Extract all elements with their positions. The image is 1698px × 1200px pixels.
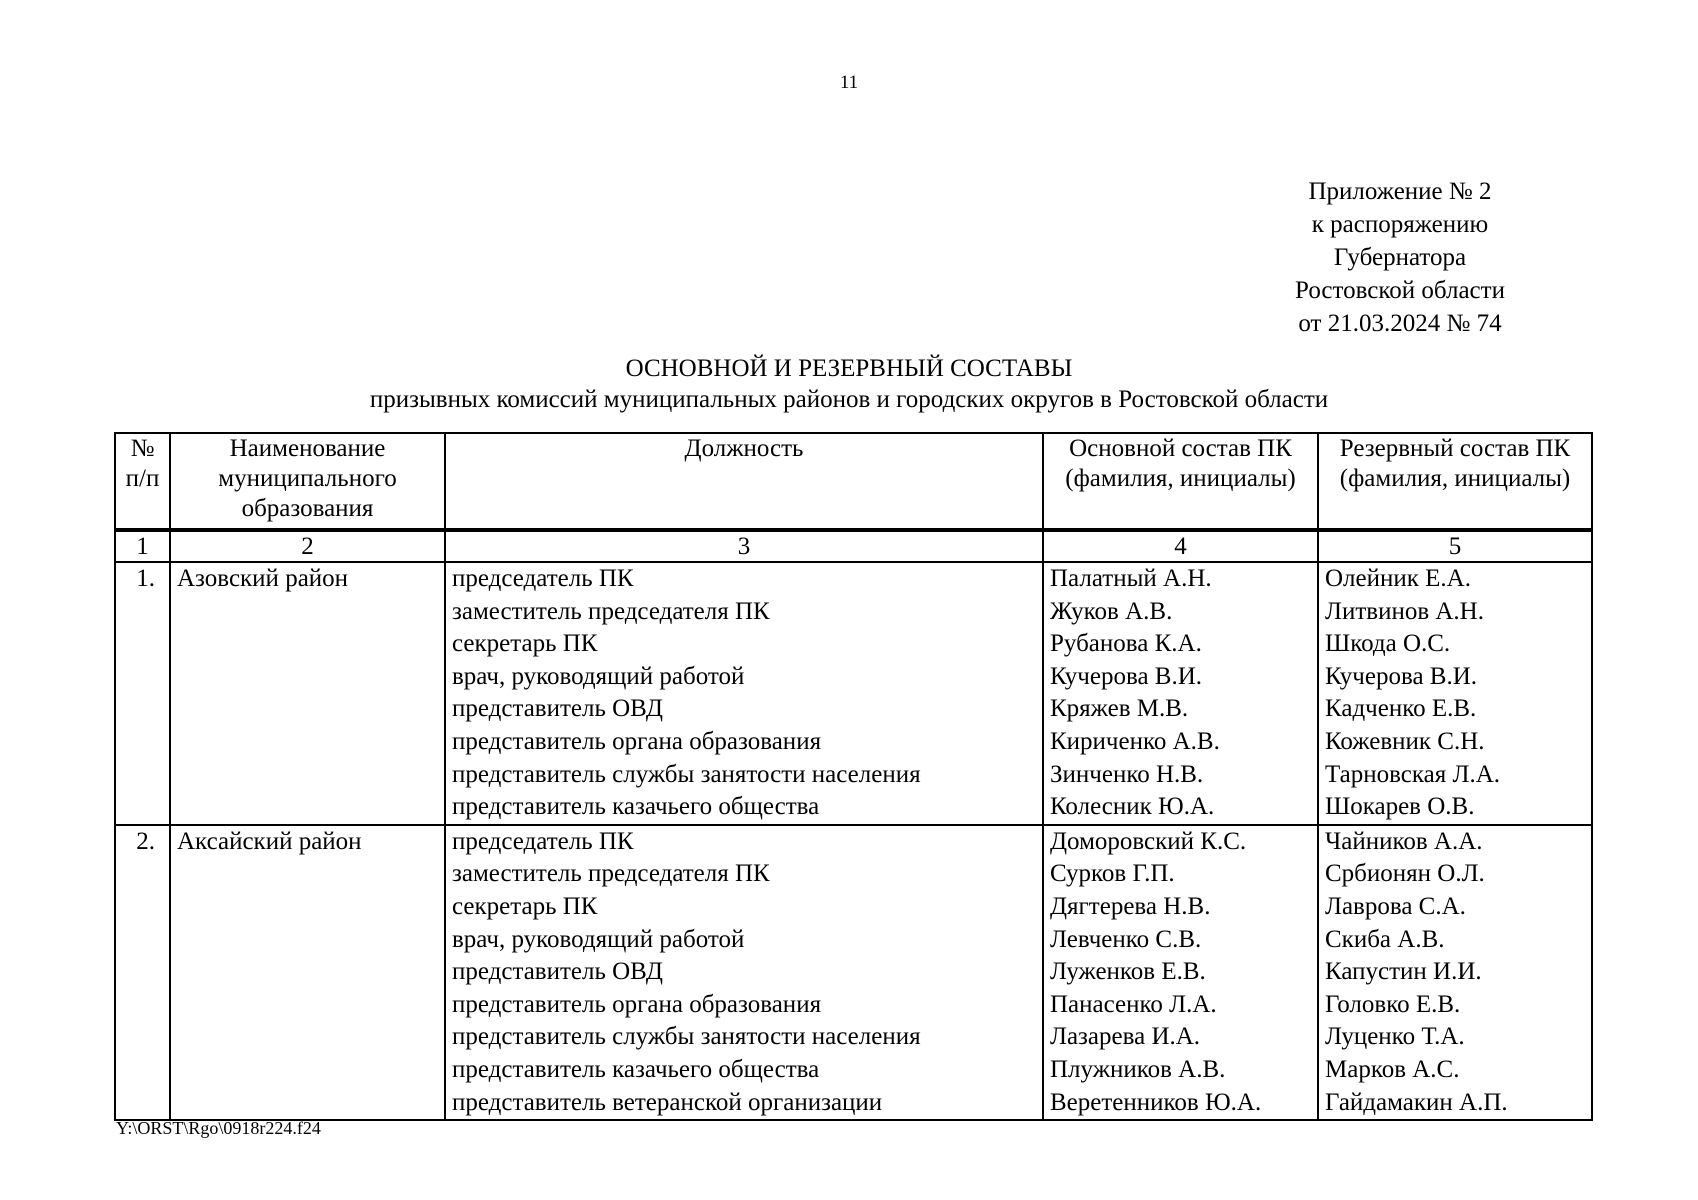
- column-number: 4: [1043, 530, 1318, 562]
- group-number: 2.: [136, 827, 155, 855]
- reserve-member-name: Кожевник С.Н.: [1325, 727, 1485, 755]
- main-member-name: Лазарева И.А.: [1050, 1023, 1201, 1051]
- header-row: [115, 433, 1592, 530]
- position-cell: [445, 825, 1043, 1120]
- reserve-member-name: Тарновская Л.А.: [1325, 760, 1500, 788]
- commission-table: [114, 432, 1593, 1121]
- main-member-name: Панасенко Л.А.: [1050, 990, 1217, 1018]
- reserve-member-cell: [1318, 562, 1592, 825]
- header-position: [445, 433, 1043, 530]
- main-member-name: Левченко С.В.: [1050, 925, 1202, 953]
- district-name-cell: [170, 825, 445, 1120]
- reserve-member-name: Кадченко Е.В.: [1325, 695, 1477, 723]
- appendix-line: к распоряжению: [1311, 211, 1489, 238]
- reserve-member-name: Луценко Т.А.: [1325, 1023, 1465, 1051]
- main-member-cell: [1043, 825, 1318, 1120]
- position-cell: [445, 562, 1043, 825]
- main-member-name: Жуков А.В.: [1050, 597, 1173, 625]
- position-line: представитель службы занятости населения: [452, 760, 921, 788]
- page-number: 11: [839, 72, 859, 93]
- reserve-member-name: Шокарев О.В.: [1325, 793, 1475, 821]
- reserve-member-name: Скиба А.В.: [1325, 925, 1445, 953]
- header-position-line: Должность: [684, 435, 804, 462]
- document-subtitle: призывных комиссий муниципальных районов и городских округов в Ростовской области: [369, 386, 1329, 413]
- reserve-member-cell: [1318, 825, 1592, 1120]
- reserve-member-name: Чайников А.А.: [1325, 827, 1483, 855]
- main-member-name: Кучерова В.И.: [1050, 662, 1203, 690]
- position-line: заместитель председателя ПК: [452, 860, 770, 888]
- main-member-name: Кряжев М.В.: [1050, 695, 1189, 723]
- district-name: Азовский район: [177, 565, 349, 592]
- position-line: представитель казачьего общества: [452, 1055, 820, 1083]
- reserve-member-name: Србионян О.Л.: [1325, 860, 1485, 888]
- reserve-member-name: Шкода О.С.: [1325, 630, 1451, 658]
- header-reserve-line: (фамилия, инициалы): [1339, 465, 1571, 492]
- position-line: председатель ПК: [452, 827, 634, 855]
- reserve-member-name: Головко Е.В.: [1325, 990, 1461, 1018]
- header-name: [170, 433, 445, 530]
- appendix-block: [1250, 175, 1550, 340]
- position-line: представитель органа образования: [452, 727, 822, 755]
- group-number-cell: [115, 825, 170, 1120]
- district-name-cell: [170, 562, 445, 825]
- main-member-name: Луженков Е.В.: [1050, 958, 1206, 986]
- group-number-cell: [115, 562, 170, 825]
- group-number: 1.: [136, 565, 155, 592]
- header-num-line: п/п: [125, 465, 160, 492]
- header-main-line: (фамилия, инициалы): [1065, 465, 1296, 492]
- header-reserve: [1318, 433, 1592, 530]
- header-main: [1043, 433, 1318, 530]
- header-name-line: муниципального: [218, 465, 397, 492]
- position-line: секретарь ПК: [452, 892, 598, 920]
- column-number: 2: [170, 530, 445, 562]
- position-line: врач, руководящий работой: [452, 925, 745, 953]
- file-path-footer: Y:\ORST\Rgo\0918r224.f24: [116, 1118, 321, 1138]
- main-member-name: Зинченко Н.В.: [1050, 760, 1204, 788]
- district-group-row: [115, 562, 1592, 825]
- position-line: представитель ветеранской организации: [452, 1088, 883, 1116]
- header-num: [115, 433, 170, 530]
- reserve-member-name: Кучерова В.И.: [1325, 662, 1478, 690]
- position-line: заместитель председателя ПК: [452, 597, 770, 625]
- column-number: 5: [1318, 530, 1592, 562]
- appendix-line: от 21.03.2024 № 74: [1298, 310, 1502, 337]
- main-member-name: Веретенников Ю.А.: [1050, 1088, 1262, 1116]
- reserve-member-name: Олейник Е.А.: [1325, 565, 1471, 592]
- column-number: 3: [445, 530, 1043, 562]
- main-member-name: Сурков Г.П.: [1050, 860, 1175, 888]
- position-line: представитель ОВД: [452, 958, 663, 986]
- position-line: председатель ПК: [452, 565, 634, 592]
- appendix-line: Приложение № 2: [1308, 178, 1492, 205]
- main-member-name: Палатный А.Н.: [1050, 565, 1212, 592]
- main-member-name: Кириченко А.В.: [1050, 727, 1220, 755]
- main-member-name: Колесник Ю.А.: [1050, 793, 1215, 821]
- main-member-cell: [1043, 562, 1318, 825]
- reserve-member-name: Лаврова С.А.: [1325, 892, 1466, 920]
- appendix-line: Ростовской области: [1295, 277, 1505, 304]
- main-member-name: Плужников А.В.: [1050, 1055, 1226, 1083]
- position-line: секретарь ПК: [452, 630, 598, 658]
- position-line: представитель ОВД: [452, 695, 663, 723]
- reserve-member-name: Гайдамакин А.П.: [1325, 1088, 1508, 1116]
- position-line: представитель службы занятости населения: [452, 1023, 921, 1051]
- document-title: ОСНОВНОЙ И РЕЗЕРВНЫЙ СОСТАВЫ: [625, 355, 1073, 382]
- main-member-name: Рубанова К.А.: [1050, 630, 1202, 658]
- header-name-line: Наименование: [229, 435, 386, 462]
- district-group-row: [115, 825, 1592, 1120]
- position-line: врач, руководящий работой: [452, 662, 745, 690]
- reserve-member-name: Литвинов А.Н.: [1325, 597, 1484, 625]
- reserve-member-name: Марков А.С.: [1325, 1055, 1460, 1083]
- header-reserve-line: Резервный состав ПК: [1339, 435, 1571, 462]
- column-numbers-row: [115, 530, 1592, 562]
- position-line: представитель органа образования: [452, 990, 822, 1018]
- header-name-line: образования: [241, 495, 374, 522]
- position-line: представитель казачьего общества: [452, 793, 820, 821]
- header-num-line: №: [130, 435, 155, 462]
- district-name: Аксайский район: [177, 827, 362, 855]
- column-number: 1: [115, 530, 170, 562]
- appendix-line: Губернатора: [1333, 244, 1467, 271]
- reserve-member-name: Капустин И.И.: [1325, 958, 1482, 986]
- main-member-name: Дягтерева Н.В.: [1050, 892, 1211, 920]
- header-main-line: Основной состав ПК: [1069, 435, 1292, 462]
- main-member-name: Доморовский К.С.: [1050, 827, 1247, 855]
